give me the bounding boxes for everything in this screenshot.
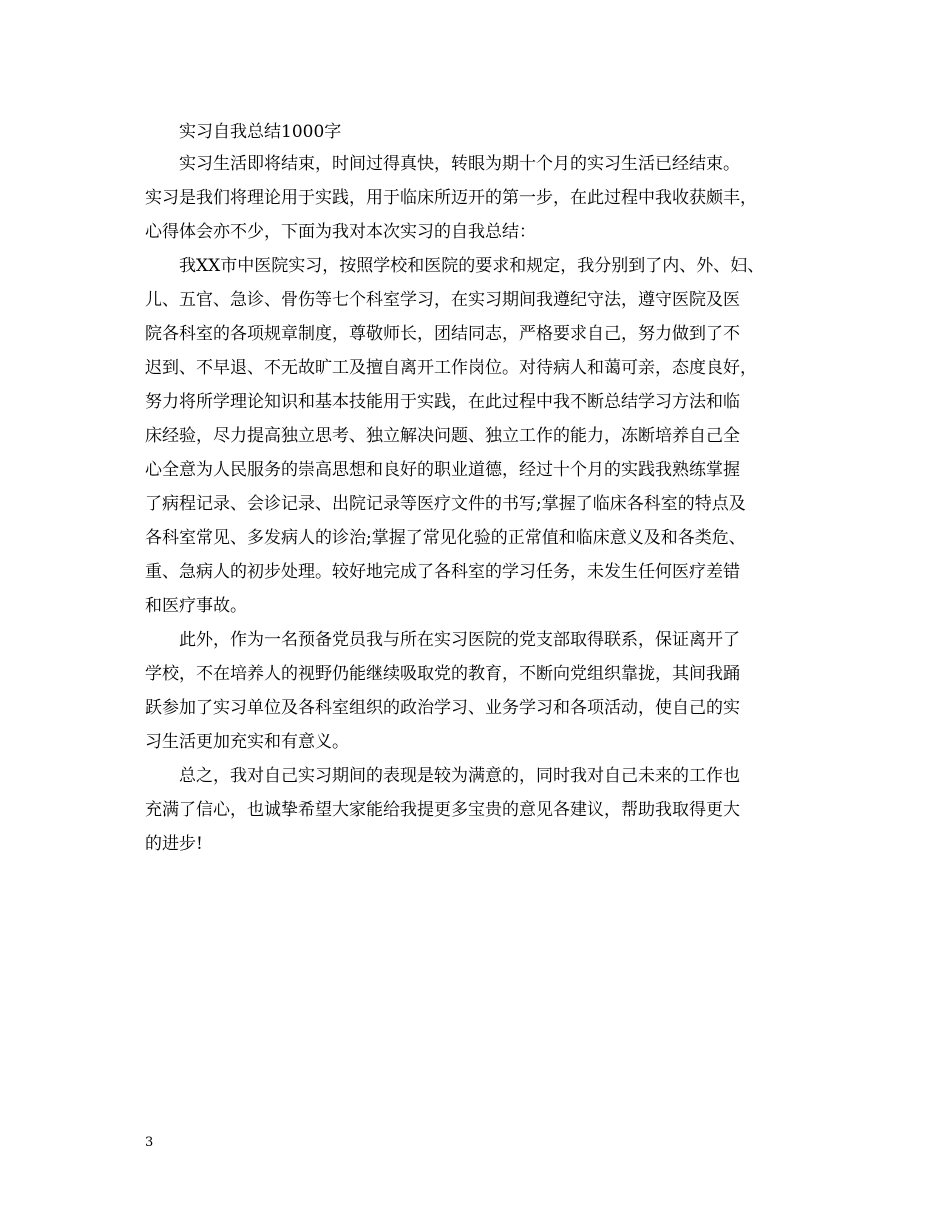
paragraph-2-line-10: 重、急病人的初步处理。较好地完成了各科室的学习任务，未发生任何医疗差错 (145, 562, 740, 582)
paragraph-2-line-9: 各科室常见、多发病人的诊治;掌握了常见化验的正常值和临床意义及和各类危、 (145, 528, 746, 548)
paragraph-2-line-1: 我XX市中医院实习，按照学校和医院的要求和规定，我分别到了内、外、妇、 (179, 256, 765, 276)
paragraph-2-line-5: 努力将所学理论知识和基本技能用于实践，在此过程中我不断总结学习方法和临 (145, 392, 740, 412)
paragraph-3-line-1: 此外，作为一名预备党员我与所在实习医院的党支部取得联系，保证离开了 (179, 630, 740, 650)
paragraph-2-line-8: 了病程记录、会诊记录、出院记录等医疗文件的书写;掌握了临床各科室的特点及 (145, 494, 746, 514)
paragraph-2-line-11: 和医疗事故。 (145, 596, 247, 616)
paragraph-2-line-7: 心全意为人民服务的崇高思想和良好的职业道德，经过十个月的实践我熟练掌握 (145, 460, 740, 480)
paragraph-2-line-6: 床经验，尽力提高独立思考、独立解决问题、独立工作的能力，冻断培养自己全 (145, 426, 740, 446)
paragraph-1-line-1: 实习生活即将结束，时间过得真快，转眼为期十个月的实习生活已经结束。 (179, 154, 740, 174)
paragraph-2-line-2: 儿、五官、急诊、骨伤等七个科室学习，在实习期间我遵纪守法，遵守医院及医 (145, 290, 740, 310)
document-title: 实习自我总结1000字 (179, 122, 342, 142)
paragraph-4-line-1: 总之，我对自己实习期间的表现是较为满意的，同时我对自己未来的工作也 (179, 766, 740, 786)
paragraph-1-line-3: 心得体会亦不少，下面为我对本次实习的自我总结： (145, 222, 536, 242)
paragraph-3-line-3: 跃参加了实习单位及各科室组织的政治学习、业务学习和各项活动，使自己的实 (145, 698, 740, 718)
paragraph-3-line-4: 习生活更加充实和有意义。 (145, 732, 349, 752)
page-number: 3 (145, 1135, 154, 1150)
paragraph-4-line-2: 充满了信心，也诚挚希望大家能给我提更多宝贵的意见各建议，帮助我取得更大 (145, 800, 740, 820)
paragraph-3-line-2: 学校，不在培养人的视野仍能继续吸取党的教育，不断向党组织靠拢，其间我踊 (145, 664, 740, 684)
paragraph-4-line-3: 的进步! (145, 834, 203, 854)
paragraph-2-line-4: 迟到、不早退、不无故旷工及擅自离开工作岗位。对待病人和蔼可亲，态度良好， (145, 358, 757, 378)
paragraph-2-line-3: 院各科室的各项规章制度，尊敬师长，团结同志，严格要求自己，努力做到了不 (145, 324, 740, 344)
paragraph-1-line-2: 实习是我们将理论用于实践，用于临床所迈开的第一步，在此过程中我收获颇丰， (145, 188, 757, 208)
